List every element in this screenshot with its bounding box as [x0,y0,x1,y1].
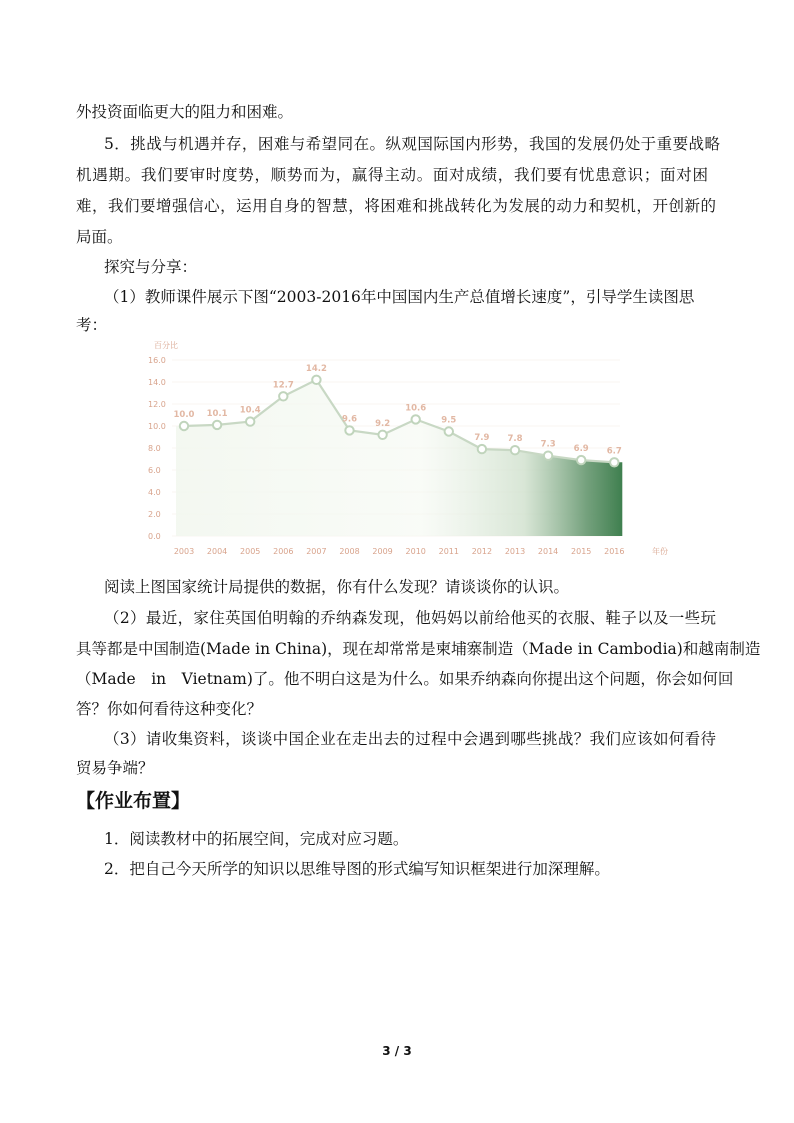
x-tick-label: 2004 [206,547,228,556]
data-label: 9.2 [375,418,391,429]
data-point [511,446,519,454]
homework-item: 2．把自己今天所学的知识以思维导图的形式编写知识框架进行加深理解。 [104,860,610,878]
gdp-growth-chart [140,332,680,562]
data-label: 14.2 [305,363,327,374]
data-label: 10.0 [173,410,195,420]
x-tick-label: 2014 [537,547,559,556]
section-heading: 【作业布置】 [76,790,191,812]
y-tick-label: 8.0 [148,444,161,453]
x-tick-label: 2011 [438,547,459,556]
data-label: 9.6 [341,414,358,425]
data-point [345,426,353,434]
x-axis-title: 年份 [652,547,668,556]
x-tick-label: 2006 [273,547,294,556]
data-label: 6.7 [606,446,622,457]
text-line: 探究与分享： [104,258,198,276]
data-label: 10.1 [206,408,228,419]
y-tick-label: 10.0 [148,422,166,431]
text-line: 考： [76,316,108,334]
data-point [312,376,320,384]
data-label: 10.6 [405,403,427,414]
text-line: 难，我们要增强信心，运用自身的智慧，将困难和挑战转化为发展的动力和契机，开创新的 [76,197,716,215]
x-tick-label: 2007 [306,547,327,556]
text-line: 外投资面临更大的阻力和困难。 [76,103,294,121]
text-line: 机遇期。我们要审时度势，顺势而为，赢得主动。面对成绩，我们要有忧患意识；面对困 [76,166,708,184]
text-line: 具等都是中国制造(Made in China)，现在却常常是柬埔寨制造（Made in Cambodia)和越南制造 [76,640,761,658]
data-point [445,427,453,435]
data-label: 12.7 [272,380,294,391]
data-point [610,458,618,466]
data-label: 6.9 [573,444,589,455]
data-point [544,452,552,460]
y-tick-label: 16.0 [148,356,166,365]
x-tick-label: 2015 [571,547,592,556]
homework-item: 1．阅读教材中的拓展空间，完成对应习题。 [104,830,409,848]
page-number: 3 / 3 [382,1044,412,1058]
x-tick-label: 2009 [372,547,393,556]
text-line: 5．挑战与机遇并存，困难与希望同在。纵观国际国内形势，我国的发展仍处于重要战略 [104,135,720,153]
data-label: 7.9 [474,433,490,444]
x-tick-label: 2010 [405,547,426,556]
x-tick-label: 2016 [604,547,625,556]
text-line: 贸易争端？ [76,759,154,777]
data-label: 10.4 [239,405,261,416]
data-point [246,417,254,425]
y-tick-label: 0.0 [148,532,161,541]
x-tick-label: 2012 [471,547,493,556]
y-tick-label: 4.0 [148,488,161,497]
x-tick-label: 2008 [339,547,360,556]
y-tick-label: 6.0 [148,466,161,475]
text-line: 答？你如何看待这种变化？ [76,700,263,718]
text-line: （Made in Vietnam)了。他不明白这是为什么。如果乔纳森向你提出这个问题，你会如何回 [76,670,734,688]
text-line: （1）教师课件展示下图“2003-2016年中国国内生产总值增长速度”，引导学生读图思 [104,288,695,306]
area-fill [173,380,622,536]
data-label: 7.8 [507,434,523,445]
data-point [577,456,585,464]
y-axis-title: 百分比 [154,341,178,350]
data-label: 9.5 [441,415,457,426]
x-tick-label: 2013 [504,547,526,556]
text-line: 阅读上图国家统计局提供的数据，你有什么发现？请谈谈你的认识。 [104,578,570,596]
data-label: 7.3 [540,439,556,450]
data-point [412,415,420,423]
data-point [478,445,486,453]
text-line: （2）最近，家住英国伯明翰的乔纳森发现，他妈妈以前给他买的衣服、鞋子以及一些玩 [104,609,716,627]
y-tick-label: 2.0 [148,510,161,519]
y-tick-label: 14.0 [148,378,166,387]
x-tick-label: 2005 [240,547,261,556]
y-tick-label: 12.0 [148,400,166,409]
text-line: （3）请收集资料，谈谈中国企业在走出去的过程中会遇到哪些挑战？我们应该如何看待 [104,730,716,748]
data-point [378,431,386,439]
data-point [180,422,188,430]
text-line: 局面。 [76,228,123,246]
data-point [279,392,287,400]
data-point [213,421,221,429]
x-tick-label: 2003 [173,547,195,556]
